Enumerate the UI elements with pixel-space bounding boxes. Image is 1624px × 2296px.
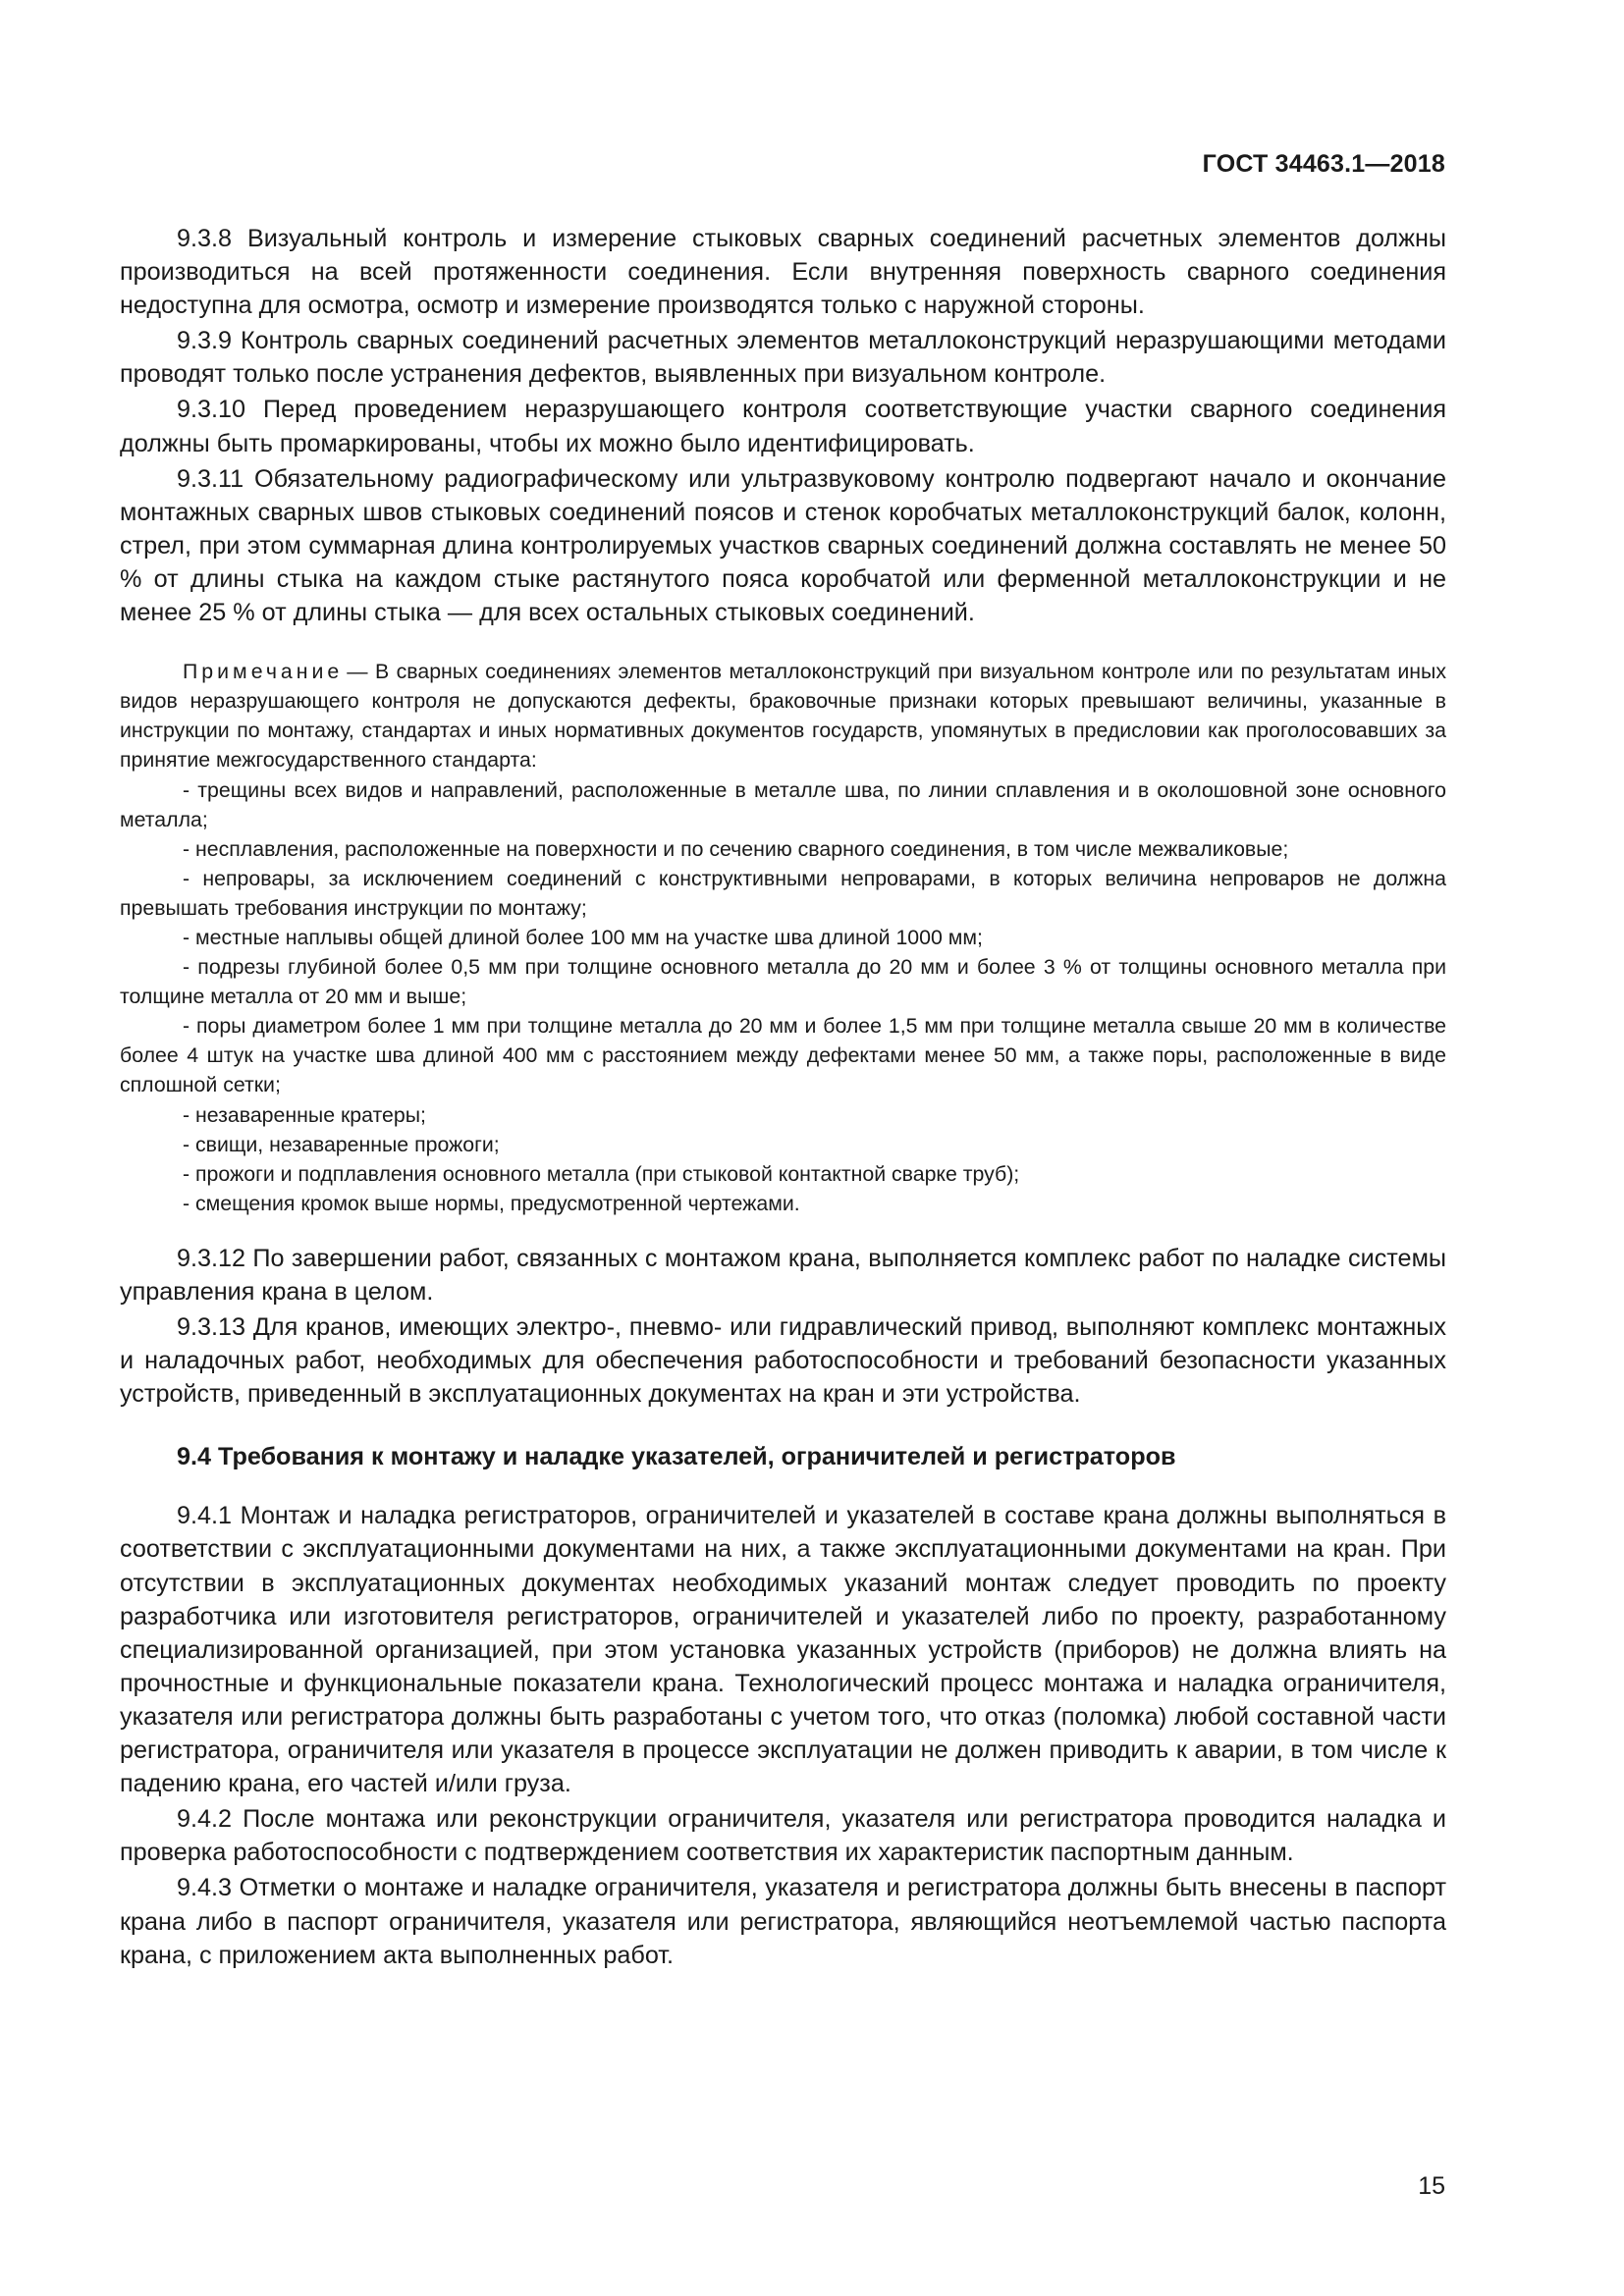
paragraph-9-3-11: 9.3.11 Обязательному радиографическому или ультразвуковому контролю подвергают начало и окончание монтажных сварных швов стыковых соединений поясов и стенок коробчатых металлоконструкций балок, колонн, стрел, при этом суммарная длина контролируемых участков сварных соединений должна составлять не менее 50 % от длины стыка на каждом стыке растянутого пояса коробчатой или ферменной металлоконструкции и не менее 25 % от длины стыка — для всех остальных стыковых соединений. xyxy=(120,464,1446,627)
note-item-cracks: - трещины всех видов и направлений, расположенные в металле шва, по линии сплавления и в околошовной зоне основного металла; xyxy=(120,777,1446,831)
note-item-pores: - поры диаметром более 1 мм при толщине металла до 20 мм и более 1,5 мм при толщине металла свыше 20 мм в количестве более 4 штук на участке шва длиной 400 мм с расстоянием между дефектами менее 50 мм, а также поры, расположенные в виде сплошной сетки; xyxy=(120,1014,1446,1097)
page-content xyxy=(120,222,1446,1974)
note-item-incomplete-penetration: - непровары, за исключением соединений с конструктивными непроварами, в которых величина непроваров не должна превышать требования инструкции по монтажу; xyxy=(120,866,1446,920)
paragraph-9-4-1: 9.4.1 Монтаж и наладка регистраторов, ограничителей и указателей в составе крана должны выполняться в соответствии с эксплуатационными документами на них, а также эксплуатационными документами на кран. При отсутствии в эксплуатационных документах необходимых указаний монтаж следует проводить по проекту разработчика или изготовителя регистраторов, ограничителей и указателей либо по проекту, разработанному специализированной организацией, при этом установка указанных устройств (приборов) не должна влиять на прочностные и функциональные показатели крана. Технологический процесс монтажа и наладка ограничителя, указателя или регистратора должны быть разработаны с учетом того, что отказ (поломка) любой составной части регистратора, ограничителя или указателя в процессе эксплуатации не должен приводить к аварии, в том числе к падению крана, его частей и/или груза. xyxy=(120,1502,1446,1798)
paragraph-9-4-3: 9.4.3 Отметки о монтаже и наладке ограничителя, указателя и регистратора должны быть внесены в паспорт крана либо в паспорт ограничителя, указателя или регистратора, являющийся неотъемлемой частью паспорта крана, с приложением акта выполненных работ. xyxy=(120,1874,1446,1969)
note-item-overlaps: - местные наплывы общей длиной более 100 мм на участке шва длиной 1000 мм; xyxy=(183,925,983,949)
note-label: Примечание xyxy=(183,660,344,684)
page-number: 15 xyxy=(1418,2172,1445,2200)
standard-header: ГОСТ 34463.1—2018 xyxy=(1202,150,1445,178)
note-item-lack-of-fusion: - несплавления, расположенные на поверхности и по сечению сварного соединения, в том числе межваликовые; xyxy=(183,836,1289,861)
note-block xyxy=(120,657,1446,1218)
paragraph-9-3-13: 9.3.13 Для кранов, имеющих электро-, пневмо- или гидравлический привод, выполняют комплекс монтажных и наладочных работ, необходимых для обеспечения работоспособности и требований безопасности указанных устройств, приведенный в эксплуатационных документах на кран и эти устройства. xyxy=(120,1313,1446,1409)
note-item-burn-throughs: - прожоги и подплавления основного металла (при стыковой контактной сварке труб); xyxy=(183,1161,1020,1186)
note-intro-text: — В сварных соединениях элементов металлоконструкций при визуальном контроле или по результатам иных видов неразрушающего контроля не допускаются дефекты, браковочные признаки которых превышают величины, указанные в инструкции по монтажу, стандартах и иных нормативных документов государств, упомянутых в предисловии как проголосовавших за принятие межгосударственного стандарта: xyxy=(120,660,1446,773)
paragraph-9-3-9: 9.3.9 Контроль сварных соединений расчетных элементов металлоконструкций неразрушающими методами проводят только после устранения дефектов, выявленных при визуальном контроле. xyxy=(120,327,1446,389)
paragraph-9-3-10: 9.3.10 Перед проведением неразрушающего контроля соответствующие участки сварного соединения должны быть промаркированы, чтобы их можно было идентифицировать. xyxy=(120,396,1446,457)
note-item-edge-misalignment: - смещения кромок выше нормы, предусмотренной чертежами. xyxy=(183,1191,800,1215)
note-item-craters: - незаваренные кратеры; xyxy=(183,1102,426,1127)
note-item-undercuts: - подрезы глубиной более 0,5 мм при толщине основного металла до 20 мм и более 3 % от толщины основного металла при толщине металла от 20 мм и выше; xyxy=(120,955,1446,1009)
paragraph-9-3-12: 9.3.12 По завершении работ, связанных с монтажом крана, выполняется комплекс работ по наладке системы управления крана в целом. xyxy=(120,1244,1446,1306)
paragraph-9-3-8: 9.3.8 Визуальный контроль и измерение стыковых сварных соединений расчетных элементов должны производиться на всей протяженности соединения. Если внутренняя поверхность сварного соединения недоступна для осмотра, осмотр и измерение производятся только с наружной стороны. xyxy=(120,225,1446,320)
note-intro-paragraph xyxy=(120,657,1446,774)
paragraph-9-4-2: 9.4.2 После монтажа или реконструкции ограничителя, указателя или регистратора проводится наладка и проверка работоспособности с подтверждением соответствия их характеристик паспортным данным. xyxy=(120,1805,1446,1867)
note-item-fistulas: - свищи, незаваренные прожоги; xyxy=(183,1132,500,1156)
section-heading-9-4: 9.4 Требования к монтажу и наладке указателей, ограничителей и регистраторов xyxy=(177,1443,1176,1471)
